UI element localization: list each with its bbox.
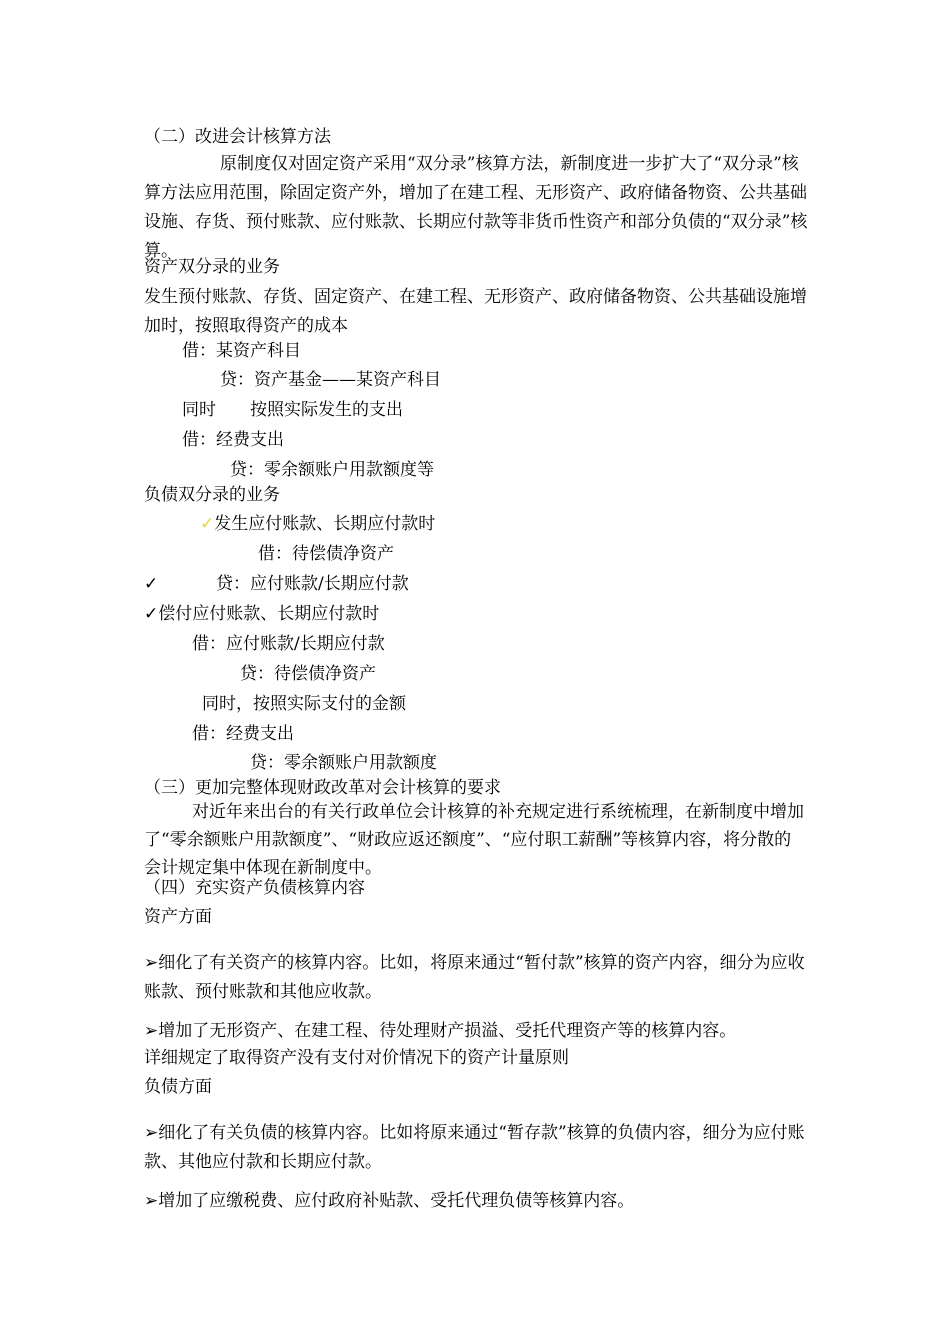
section-4-heading: （四）充实资产负债核算内容 bbox=[144, 878, 365, 898]
check-icon: ✓ bbox=[144, 574, 159, 594]
asset-point-1: ➢细化了有关资产的核算内容。比如，将原来通过“暂付款”核算的资产内容，细分为应收账款、预付账款和其他应收款。 bbox=[144, 953, 805, 1002]
liability-occur-debit: 借：待偿债净资产 bbox=[258, 544, 394, 564]
liability-occur-line bbox=[200, 513, 435, 535]
liability-aspect-title: 负债方面 bbox=[144, 1077, 212, 1097]
liability-repay-expense-credit: 贷：零余额账户用款额度 bbox=[250, 753, 437, 773]
liability-occur-credit: 贷：应付账款/长期应付款 bbox=[216, 574, 409, 594]
liability-repay-debit: 借：应付账款/长期应付款 bbox=[192, 634, 385, 654]
asset-entry-expense-credit: 贷：零余额账户用款额度等 bbox=[230, 460, 434, 480]
asset-trigger-text: 发生预付账款、存货、固定资产、在建工程、无形资产、政府储备物资、公共基础设施增加时，按照取得资产的成本 bbox=[144, 287, 807, 336]
liability-repay-credit: 贷：待偿债净资产 bbox=[240, 664, 376, 684]
asset-measurement-note: 详细规定了取得资产没有支付对价情况下的资产计量原则 bbox=[144, 1048, 569, 1068]
arrow-bullet-icon: ➢ bbox=[144, 1123, 159, 1143]
liability-repay-simultaneous: 同时，按照实际支付的金额 bbox=[202, 694, 406, 714]
liability-repay-expense-debit: 借：经费支出 bbox=[192, 724, 294, 744]
liability-repay-text: 偿付应付账款、长期应付款时 bbox=[158, 604, 380, 624]
arrow-bullet-icon: ➢ bbox=[144, 953, 159, 973]
liability-double-entry-title: 负债双分录的业务 bbox=[144, 485, 280, 505]
liability-point-2: ➢增加了应缴税费、应付政府补贴款、受托代理负债等核算内容。 bbox=[144, 1191, 635, 1211]
arrow-bullet-icon: ➢ bbox=[144, 1191, 159, 1211]
liability-occur-text: 发生应付账款、长期应付款时 bbox=[214, 514, 436, 534]
section-3-body: 对近年来出台的有关行政单位会计核算的补充规定进行系统梳理，在新制度中增加了“零余额账户用款额度”、“财政应返还额度”、“应付职工薪酬”等核算内容，将分散的会计规定集中体现在新制度中。 bbox=[144, 802, 804, 878]
asset-entry-credit: 贷：资产基金——某资产科目 bbox=[220, 370, 441, 390]
check-icon: ✓ bbox=[144, 604, 159, 624]
arrow-bullet-icon: ➢ bbox=[144, 1021, 159, 1041]
asset-double-entry-title: 资产双分录的业务 bbox=[144, 257, 280, 277]
asset-entry-debit: 借：某资产科目 bbox=[182, 341, 301, 361]
section-2-heading: （二）改进会计核算方法 bbox=[144, 127, 331, 147]
liability-point-1: ➢细化了有关负债的核算内容。比如将原来通过“暂存款”核算的负债内容，细分为应付账款、其他应付款和长期应付款。 bbox=[144, 1123, 805, 1172]
check-icon: ✓ bbox=[200, 514, 215, 534]
asset-aspect-title: 资产方面 bbox=[144, 907, 212, 927]
section-3-heading: （三）更加完整体现财政改革对会计核算的要求 bbox=[144, 778, 501, 798]
asset-entry-simultaneous: 同时 按照实际发生的支出 bbox=[182, 400, 403, 420]
liability-occur-credit-line bbox=[144, 573, 409, 595]
liability-repay-line bbox=[144, 603, 379, 625]
asset-point-2: ➢增加了无形资产、在建工程、待处理财产损溢、受托代理资产等的核算内容。 bbox=[144, 1021, 737, 1041]
asset-entry-expense-debit: 借：经费支出 bbox=[182, 430, 284, 450]
section-2-intro: 原制度仅对固定资产采用“双分录”核算方法，新制度进一步扩大了“双分录”核算方法应用范围，除固定资产外，增加了在建工程、无形资产、政府储备物资、公共基础设施、存货、预付账款、应付账款、长期应付款等非货币性资产和部分负债的“双分录”核算。 bbox=[144, 154, 808, 261]
